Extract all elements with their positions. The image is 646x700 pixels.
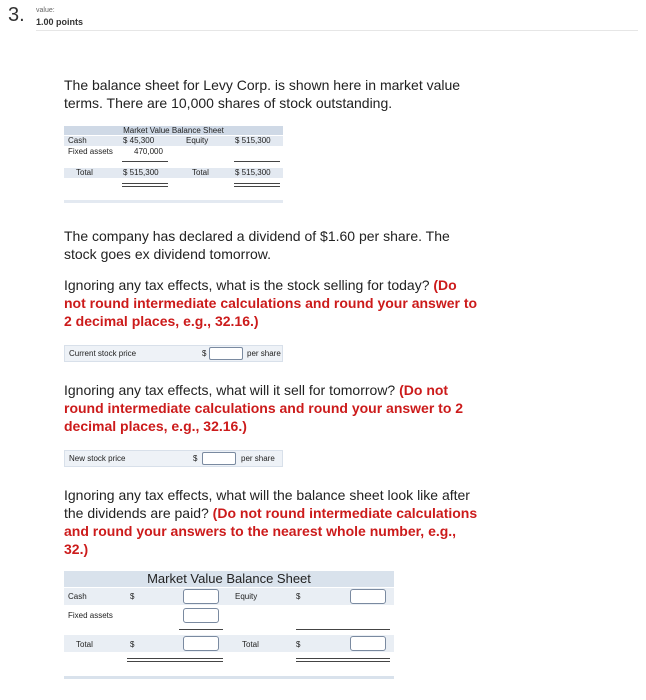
answer-equity-label: Equity — [235, 592, 258, 601]
answer-total-left-label: Total — [76, 640, 93, 649]
question-2-instructions: (Do not round intermediate calculations and round your answer to 2 decimal places, e.g., 32.16.) — [64, 382, 464, 434]
balance-sheet-title: Market Value Balance Sheet — [123, 126, 224, 135]
answer-left-subtotal-line — [179, 629, 223, 630]
question-2-prompt: Ignoring any tax effects, what will it sell for tomorrow? — [64, 382, 396, 398]
current-stock-price-currency: $ — [202, 349, 207, 358]
left-total-double-line-2 — [122, 186, 168, 187]
answer-total-equity-input[interactable] — [350, 636, 386, 651]
answer-cash-input[interactable] — [183, 589, 219, 604]
answer-row-bar-total — [64, 635, 394, 652]
answer-total-left-currency: $ — [130, 640, 135, 649]
value-label: value: — [36, 7, 55, 14]
total-left-label: Total — [76, 168, 93, 177]
answer-left-total-double-line — [127, 658, 223, 659]
answer-left-total-double-line-2 — [127, 661, 223, 662]
answer-total-right-label: Total — [242, 640, 259, 649]
answer-sheet-bottom-bar — [64, 676, 394, 679]
right-total-double-line — [234, 183, 280, 184]
new-stock-price-unit: per share — [241, 454, 275, 463]
new-stock-price-row — [64, 450, 283, 467]
answer-cash-label: Cash — [68, 592, 87, 601]
left-total-double-line — [122, 183, 168, 184]
new-stock-price-label: New stock price — [69, 454, 126, 463]
question-3-text — [64, 486, 480, 558]
current-stock-price-input[interactable] — [209, 347, 243, 360]
dividend-paragraph: The company has declared a dividend of $1.60 per share. The stock goes ex dividend tomorrow. — [64, 228, 450, 262]
header-divider — [36, 30, 638, 31]
cash-value: $ 45,300 — [123, 136, 155, 145]
question-1-instructions: (Do not round intermediate calculations and round your answer to 2 decimal places, e.g., 32.16.) — [64, 277, 478, 329]
answer-right-subtotal-line — [296, 629, 390, 630]
answer-sheet-title: Market Value Balance Sheet — [147, 571, 311, 586]
fixed-assets-label: Fixed assets — [68, 147, 113, 156]
intro-paragraph: The balance sheet for Levy Corp. is shown here in market value terms. There are 10,000 shares of stock outstanding. — [64, 77, 461, 111]
question-number: 3. — [8, 4, 25, 26]
current-stock-price-label: Current stock price — [69, 349, 137, 358]
answer-fixed-assets-label: Fixed assets — [68, 611, 113, 620]
answer-total-assets-input[interactable] — [183, 636, 219, 651]
equity-value: $ 515,300 — [235, 136, 271, 145]
equity-label: Equity — [186, 136, 209, 145]
question-1-text — [64, 276, 482, 330]
fixed-assets-value: 470,000 — [134, 147, 163, 156]
answer-total-right-currency: $ — [296, 640, 301, 649]
new-stock-price-currency: $ — [193, 454, 198, 463]
new-stock-price-input[interactable] — [202, 452, 236, 465]
right-total-double-line-2 — [234, 186, 280, 187]
answer-equity-input[interactable] — [350, 589, 386, 604]
answer-fixed-assets-input[interactable] — [183, 608, 219, 623]
total-left-value: $ 515,300 — [123, 168, 159, 177]
answer-balance-sheet — [64, 571, 394, 681]
answer-equity-currency: $ — [296, 592, 301, 601]
question-2-text — [64, 381, 476, 435]
points-label: 1.00 points — [36, 17, 84, 27]
question-3-instructions: (Do not round intermediate calculations and round your answers to the nearest whole number, e.g., 32.) — [64, 505, 478, 557]
answer-right-total-double-line-2 — [296, 661, 390, 662]
right-subtotal-line — [234, 161, 280, 162]
left-subtotal-line — [122, 161, 168, 162]
current-stock-price-row — [64, 345, 283, 362]
given-balance-sheet — [64, 126, 283, 204]
question-3-prompt: Ignoring any tax effects, what will the balance sheet look like after the dividends are paid? — [64, 487, 470, 521]
total-right-label: Total — [192, 168, 209, 177]
current-stock-price-unit: per share — [247, 349, 281, 358]
answer-row-bar-cash — [64, 588, 394, 605]
question-1-prompt: Ignoring any tax effects, what is the stock selling for today? — [64, 277, 430, 293]
answer-cash-currency: $ — [130, 592, 135, 601]
answer-right-total-double-line — [296, 658, 390, 659]
cash-label: Cash — [68, 136, 87, 145]
balance-sheet-bottom-bar — [64, 200, 283, 203]
total-right-value: $ 515,300 — [235, 168, 271, 177]
